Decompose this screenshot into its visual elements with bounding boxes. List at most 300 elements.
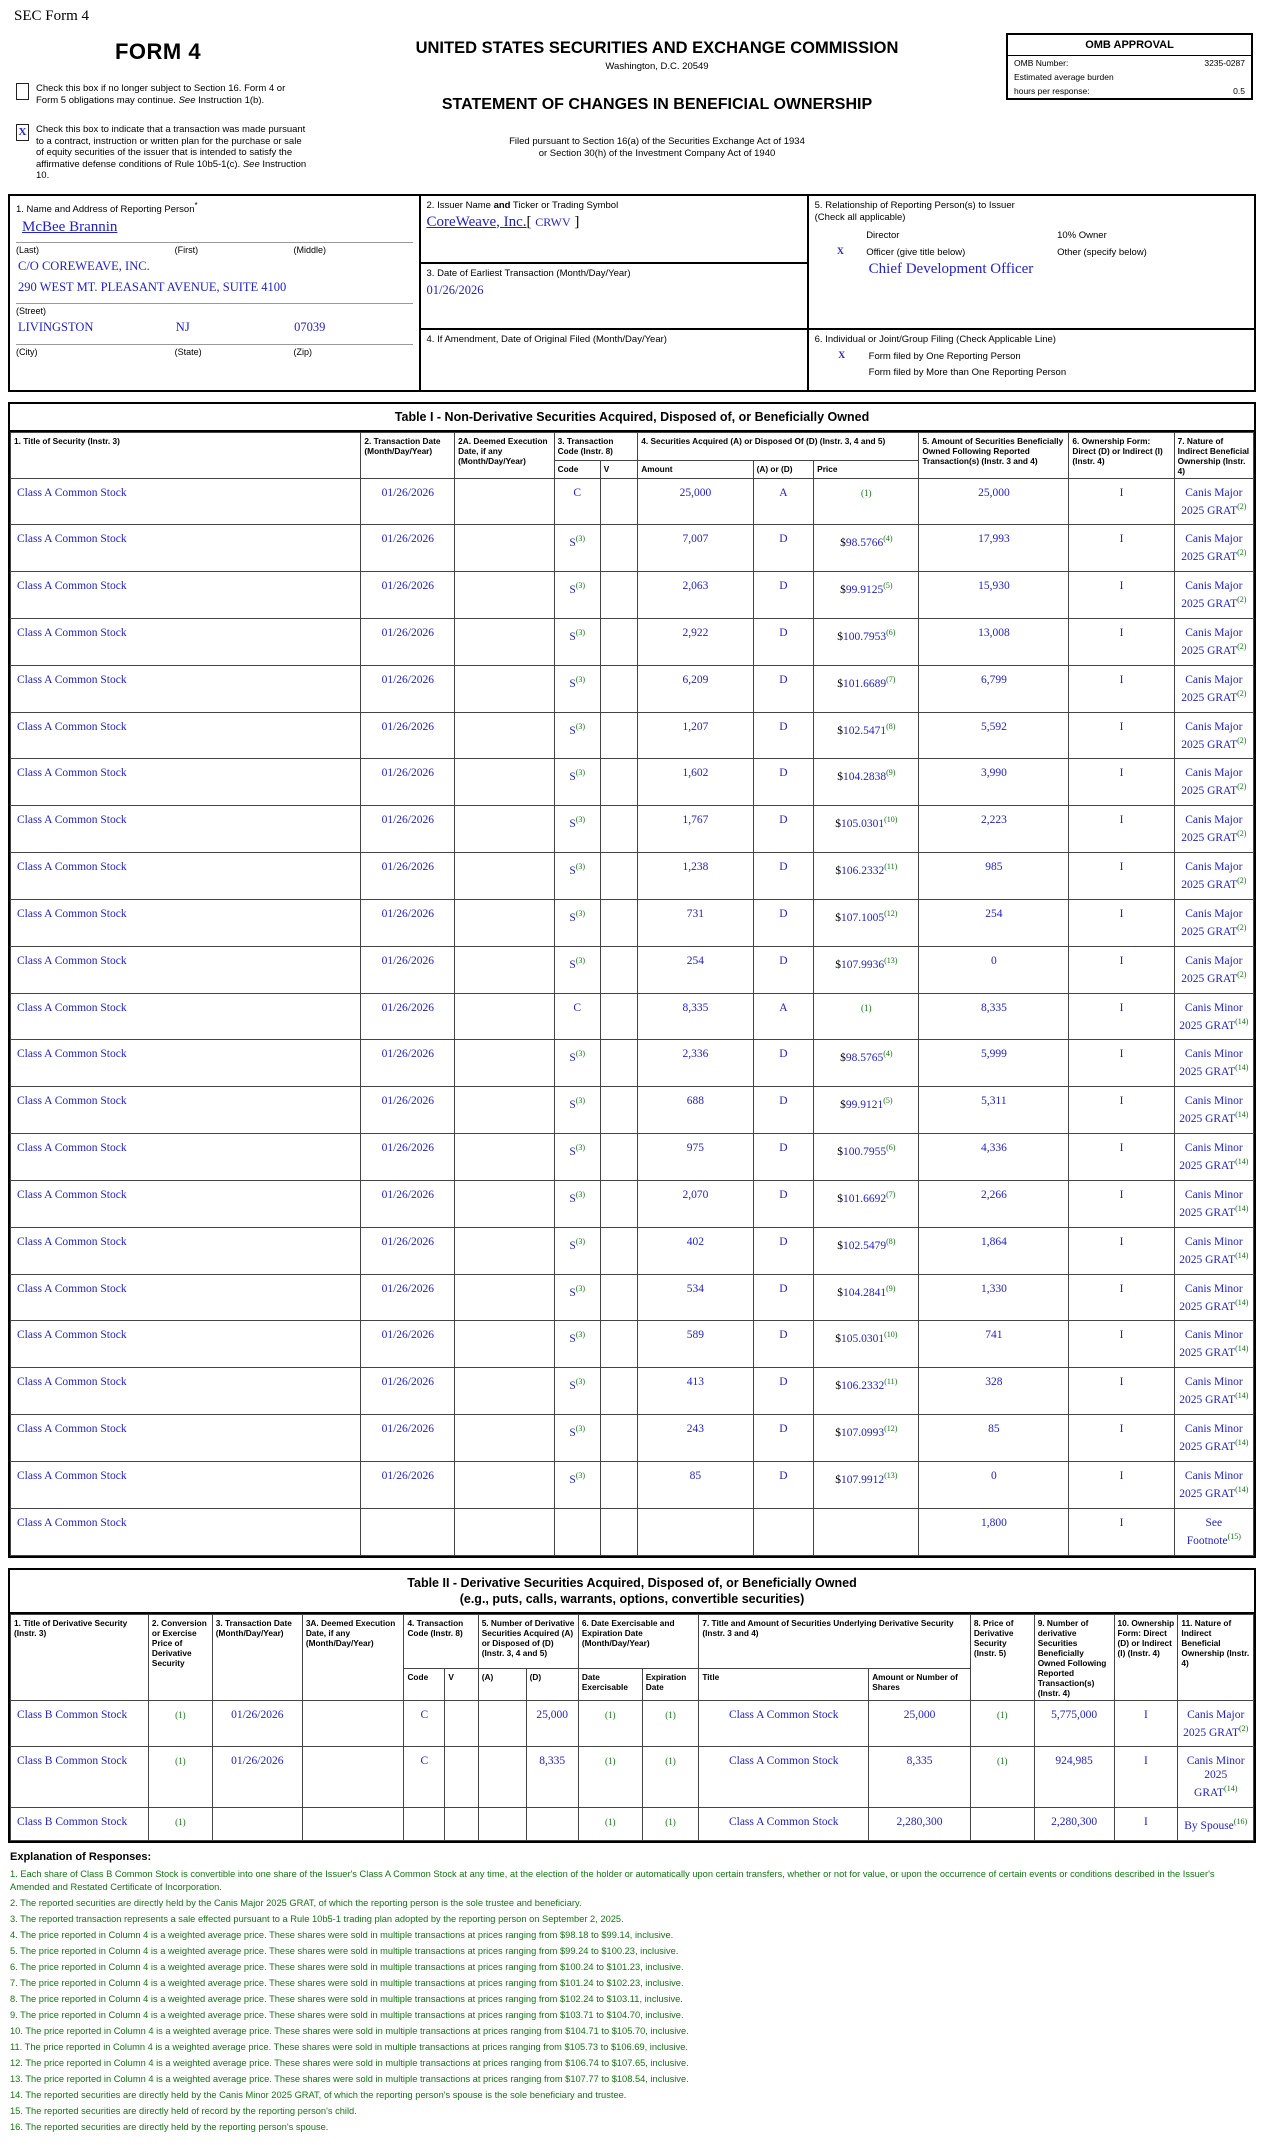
cell-transaction-date: 01/26/2026: [212, 1700, 302, 1747]
cell-transaction-date: 01/26/2026: [361, 1321, 455, 1368]
cell-nature-indirect: Canis Major 2025 GRAT$^{(2)}$: [1174, 806, 1253, 853]
cell-transaction-date: [361, 1508, 455, 1555]
cell-price: $107.9936$^{(13)}$: [814, 946, 919, 993]
cell-acquired-disposed: D: [753, 712, 814, 759]
officer-checkmark[interactable]: X: [836, 246, 844, 257]
cell-price: $107.1005$^{(12)}$: [814, 899, 919, 946]
cell-deemed-date: [455, 1415, 555, 1462]
relationship-row-officer[interactable]: [815, 241, 1248, 258]
cell-deemed-date: [455, 1087, 555, 1134]
cell-v: [600, 1415, 637, 1462]
cell-ownership-form: I: [1069, 1274, 1174, 1321]
cell-transaction-date: 01/26/2026: [361, 665, 455, 712]
cell-amount: 6,209: [638, 665, 753, 712]
cell-v: [445, 1700, 478, 1747]
table-row: [11, 1368, 1254, 1415]
cell-owned-following: 985: [919, 853, 1069, 900]
cell-price: $104.2838$^{(9)}$: [814, 759, 919, 806]
cell-acquired-disposed: D: [753, 1087, 814, 1134]
footnote-item: 13. The price reported in Column 4 is a weighted average price. These shares were sold in multiple transactions at prices ranging from $107.77 to $108.54, inclusive.: [10, 2074, 689, 2085]
cell-ownership-form: I: [1069, 525, 1174, 572]
divider-city: [16, 344, 413, 345]
cell-deemed-date: [455, 993, 555, 1040]
cell-owned-following: 1,864: [919, 1227, 1069, 1274]
cell-security-title: Class A Common Stock: [11, 1087, 361, 1134]
footnote-item: 11. The price reported in Column 4 is a weighted average price. These shares were sold in multiple transactions at prices ranging from $105.73 to $106.69, inclusive.: [10, 2042, 689, 2053]
omb-number-value: 3235-0287: [1204, 58, 1245, 68]
cell-amount: 1,767: [638, 806, 753, 853]
agency-address: Washington, D.C. 20549: [605, 61, 709, 72]
cell-nature-indirect: Canis Minor 2025 GRAT$^{(14)}$: [1174, 1461, 1253, 1508]
cell-security-title: Class A Common Stock: [11, 572, 361, 619]
cell-amount: [638, 1508, 753, 1555]
cell-conversion-price: (1): [148, 1808, 212, 1841]
cell-underlying-title: Class A Common Stock: [699, 1700, 869, 1747]
cell-ownership-form: I: [1069, 572, 1174, 619]
cell-underlying-amount: 8,335: [869, 1747, 971, 1808]
table-row: [11, 993, 1254, 1040]
cell-expiration-date: (1): [642, 1747, 699, 1808]
cell-security-title: Class A Common Stock: [11, 712, 361, 759]
cell-price: $99.9125$^{(5)}$: [814, 572, 919, 619]
cell-acquired-disposed: D: [753, 618, 814, 665]
checkbox-section16[interactable]: [16, 83, 29, 100]
cell-derivative-owned: 924,985: [1034, 1747, 1114, 1808]
box3-label: 3. Date of Earliest Transaction (Month/Day/Year): [426, 267, 631, 279]
cell-transaction-code: $S^{(3)}$: [554, 1180, 600, 1227]
table-row: [11, 618, 1254, 665]
cell-owned-following: 15,930: [919, 572, 1069, 619]
cell-nature-indirect: Canis Minor 2025 GRAT$^{(14)}$: [1174, 1415, 1253, 1462]
cell-transaction-date: 01/26/2026: [361, 618, 455, 665]
cell-owned-following: 254: [919, 899, 1069, 946]
cell-transaction-date: 01/26/2026: [361, 1227, 455, 1274]
cell-transaction-date: 01/26/2026: [361, 993, 455, 1040]
relationship-row-director[interactable]: [815, 224, 1248, 241]
cell-ownership-form: I: [1069, 1227, 1174, 1274]
th2-nature-indirect: 11. Nature of Indirect Beneficial Ownership (Instr. 4): [1178, 1614, 1254, 1700]
cell-nature-indirect: Canis Minor 2025 GRAT$^{(14)}$: [1174, 1087, 1253, 1134]
cell-security-title: Class A Common Stock: [11, 853, 361, 900]
cell-amount: 589: [638, 1321, 753, 1368]
footnote-list: [8, 1868, 1256, 2137]
cell-transaction-date: 01/26/2026: [361, 1134, 455, 1181]
th2-date-exercisable: 6. Date Exercisable and Expiration Date (Month/Day/Year): [578, 1614, 698, 1669]
cell-transaction-date: 01/26/2026: [361, 899, 455, 946]
cell-acquired-disposed: D: [753, 1180, 814, 1227]
cell-price: $101.6689$^{(7)}$: [814, 665, 919, 712]
table-row: [11, 1134, 1254, 1181]
cell-transaction-date: [212, 1808, 302, 1841]
table-row: [11, 806, 1254, 853]
cell-v: [600, 1040, 637, 1087]
cell-transaction-date: 01/26/2026: [361, 572, 455, 619]
table-row: [11, 572, 1254, 619]
table-2-grid: [10, 1614, 1254, 1841]
cell-security-title: Class A Common Stock: [11, 665, 361, 712]
cell-nature-indirect: Canis Major 2025 GRAT$^{(2)}$: [1174, 618, 1253, 665]
box6-label: 6. Individual or Joint/Group Filing (Check Applicable Line): [814, 333, 1056, 345]
cell-owned-following: 85: [919, 1415, 1069, 1462]
table-row: [11, 1274, 1254, 1321]
cell-acquired-disposed: A: [753, 993, 814, 1040]
cell-amount: 731: [638, 899, 753, 946]
cell-acquired: [478, 1747, 526, 1808]
filed-pursuant-line2: or Section 30(h) of the Investment Company Act of 1940: [538, 148, 776, 159]
cell-transaction-code: C: [404, 1700, 445, 1747]
table-row: [11, 1461, 1254, 1508]
cell-deemed-date: [455, 712, 555, 759]
th-transaction-date: 2. Transaction Date (Month/Day/Year): [361, 432, 455, 478]
cell-ownership-form: I: [1069, 1180, 1174, 1227]
tenpct-owner-label: 10% Owner: [1057, 229, 1107, 241]
footnote-item: 3. The reported transaction represents a sale effected pursuant to a Rule 10b5-1 trading plan adopted by the reporting person on September 2, 2025.: [10, 1914, 624, 1925]
cell-acquired-disposed: D: [753, 1134, 814, 1181]
cell-ownership-form: I: [1069, 1040, 1174, 1087]
table-row: [11, 946, 1254, 993]
cell-transaction-code: [404, 1808, 445, 1841]
cell-deemed-date: [455, 1274, 555, 1321]
cell-transaction-date: 01/26/2026: [361, 946, 455, 993]
checkbox-row-section16[interactable]: [8, 83, 308, 106]
checkbox-row-rule10b5-1[interactable]: [8, 124, 308, 182]
th2-conversion-price: 2. Conversion or Exercise Price of Derivative Security: [148, 1614, 212, 1700]
th2-underlying-securities: 7. Title and Amount of Securities Underlying Derivative Security (Instr. 3 and 4): [699, 1614, 970, 1669]
footnote-item: 9. The price reported in Column 4 is a weighted average price. These shares were sold in multiple transactions at prices ranging from $103.71 to $104.70, inclusive.: [10, 2010, 684, 2021]
cell-transaction-code: $S^{(3)}$: [554, 1227, 600, 1274]
reporting-info-grid: [8, 194, 1256, 392]
table-row: [11, 853, 1254, 900]
cell-expiration-date: (1): [642, 1700, 699, 1747]
box2-label-c: Ticker or Trading Symbol: [510, 199, 619, 211]
label-first: (First): [174, 244, 199, 255]
cell-underlying-title: Class A Common Stock: [699, 1808, 869, 1841]
cell-amount: 413: [638, 1368, 753, 1415]
cell-owned-following: 5,311: [919, 1087, 1069, 1134]
cell-date-exercisable: (1): [578, 1700, 642, 1747]
cell-transaction-code: $S^{(3)}$: [554, 946, 600, 993]
box5-label-line1: 5. Relationship of Reporting Person(s) to Issuer: [814, 199, 1015, 211]
cell-v: [600, 1508, 637, 1555]
cell-nature-indirect: Canis Minor 2025 GRAT$^{(14)}$: [1174, 1134, 1253, 1181]
th2-price-derivative: 8. Price of Derivative Security (Instr. 5): [970, 1614, 1034, 1700]
cell-transaction-date: 01/26/2026: [361, 712, 455, 759]
table-row: [11, 1700, 1254, 1747]
cell-v: [600, 759, 637, 806]
table-2-head: [11, 1614, 1254, 1700]
cell-price: $105.0301$^{(10)}$: [814, 1321, 919, 1368]
table-2-caption-line1: Table II - Derivative Securities Acquired, Disposed of, or Beneficially Owned: [407, 1575, 857, 1590]
cell-ownership-form: I: [1069, 1415, 1174, 1462]
cell-v: [600, 712, 637, 759]
issuer-name-link[interactable]: CoreWeave, Inc.: [426, 213, 527, 230]
middle-column: [421, 196, 809, 390]
cell-transaction-code: C: [554, 478, 600, 525]
cell-security-title: Class A Common Stock: [11, 1180, 361, 1227]
cell-price: $100.7953$^{(6)}$: [814, 618, 919, 665]
cell-price: (1): [814, 478, 919, 525]
label-city: (City): [16, 346, 38, 357]
cell-transaction-code: $S^{(3)}$: [554, 572, 600, 619]
cell-amount: 1,238: [638, 853, 753, 900]
ticker-symbol: CRWV: [535, 214, 571, 229]
table-row: [11, 1180, 1254, 1227]
cell-nature-indirect: By Spouse$^{(16)}$: [1178, 1808, 1254, 1841]
table-2-caption: [10, 1570, 1254, 1614]
cell-amount: 243: [638, 1415, 753, 1462]
footnote-item: 10. The price reported in Column 4 is a weighted average price. These shares were sold in multiple transactions at prices ranging from $104.71 to $105.70, inclusive.: [10, 2026, 689, 2037]
table-row: [11, 1808, 1254, 1841]
document-header: [8, 25, 1256, 182]
label-street: (Street): [16, 305, 47, 316]
cell-date-exercisable: (1): [578, 1808, 642, 1841]
th2-d: (D): [526, 1669, 578, 1700]
footnote-item: 2. The reported securities are directly held by the Canis Major 2025 GRAT, of which the reporting person is the sole trustee and beneficiary.: [10, 1898, 582, 1909]
cell-ownership-form: I: [1069, 1461, 1174, 1508]
cell-ownership-form: I: [1069, 806, 1174, 853]
checkbox-rule10b5-1[interactable]: X: [16, 124, 29, 141]
cell-nature-indirect: Canis Major 2025 GRAT$^{(2)}$: [1174, 899, 1253, 946]
cell-v: [600, 1134, 637, 1181]
cell-owned-following: 4,336: [919, 1134, 1069, 1181]
cell-deemed-date: [455, 1368, 555, 1415]
footnote-item: 6. The price reported in Column 4 is a weighted average price. These shares were sold in multiple transactions at prices ranging from $100.24 to $101.23, inclusive.: [10, 1962, 684, 1973]
cell-security-title: Class A Common Stock: [11, 478, 361, 525]
cell-transaction-code: $S^{(3)}$: [554, 1415, 600, 1462]
omb-hours-label: hours per response:: [1014, 86, 1090, 96]
cell-derivative-owned: 5,775,000: [1034, 1700, 1114, 1747]
cell-derivative-price: [970, 1808, 1034, 1841]
cell-nature-indirect: Canis Major 2025 GRAT$^{(2)}$: [1174, 665, 1253, 712]
cell-acquired-disposed: D: [753, 1368, 814, 1415]
filing-row-many[interactable]: [815, 362, 1248, 378]
state-value: NJ: [175, 319, 190, 334]
cell-security-title: Class A Common Stock: [11, 1368, 361, 1415]
cell-owned-following: 5,999: [919, 1040, 1069, 1087]
cell-transaction-code: [554, 1508, 600, 1555]
cell-transaction-date: 01/26/2026: [361, 1274, 455, 1321]
th-v: V: [600, 460, 637, 478]
footnote-item: 16. The reported securities are directly held by the reporting person's spouse.: [10, 2122, 329, 2133]
cell-price: $98.5766$^{(4)}$: [814, 525, 919, 572]
cell-deemed-date: [455, 946, 555, 993]
cell-acquired-disposed: D: [753, 946, 814, 993]
table-1-body: [11, 478, 1254, 1555]
label-last: (Last): [16, 244, 40, 255]
cell-conversion-price: (1): [148, 1700, 212, 1747]
footnote-item: 5. The price reported in Column 4 is a weighted average price. These shares were sold in multiple transactions at prices ranging from $99.24 to $100.23, inclusive.: [10, 1946, 679, 1957]
cell-transaction-date: 01/26/2026: [361, 478, 455, 525]
divider-street: [16, 303, 413, 304]
issuer-name-row: [427, 212, 801, 231]
cell-date-exercisable: (1): [578, 1747, 642, 1808]
th-securities-acquired: 4. Securities Acquired (A) or Disposed Of (D) (Instr. 3, 4 and 5): [638, 432, 919, 460]
header-left: [8, 25, 308, 182]
table-row: [11, 1747, 1254, 1808]
one-person-checkmark[interactable]: X: [838, 350, 846, 361]
table-row: [11, 1508, 1254, 1555]
footnote-item: 14. The reported securities are directly held by the Canis Minor 2025 GRAT, of which the reporting person's spouse is the sole beneficiary and trustee.: [10, 2090, 627, 2101]
cell-amount: 1,207: [638, 712, 753, 759]
cell-deemed-date: [455, 1227, 555, 1274]
cell-deemed-date: [455, 1180, 555, 1227]
cell-acquired: [478, 1808, 526, 1841]
table-row: [11, 712, 1254, 759]
cell-amount: 254: [638, 946, 753, 993]
cell-price: $106.2332$^{(11)}$: [814, 1368, 919, 1415]
cell-amount: 2,070: [638, 1180, 753, 1227]
cell-transaction-date: 01/26/2026: [361, 1461, 455, 1508]
cell-deemed-date: [455, 665, 555, 712]
many-persons-checkmark[interactable]: [815, 367, 869, 378]
zip-value: 07039: [294, 319, 326, 334]
cell-owned-following: 0: [919, 1461, 1069, 1508]
cell-security-title: Class A Common Stock: [11, 899, 361, 946]
box-4-amendment-date: [421, 330, 807, 390]
cell-nature-indirect: Canis Major 2025 GRAT$^{(2)}$: [1174, 525, 1253, 572]
footnote-item: 15. The reported securities are directly held of record by the reporting person's child.: [10, 2106, 357, 2117]
cell-amount: 25,000: [638, 478, 753, 525]
cell-acquired-disposed: D: [753, 806, 814, 853]
table-2-derivative: [8, 1568, 1256, 1843]
box2-label: [427, 200, 801, 212]
director-checkmark[interactable]: [815, 230, 867, 241]
th-a-or-d: (A) or (D): [753, 460, 814, 478]
label-middle: (Middle): [293, 244, 327, 255]
table-2-header-row-1: [11, 1614, 1254, 1669]
cell-owned-following: 8,335: [919, 993, 1069, 1040]
cell-ownership-form: I: [1114, 1808, 1178, 1841]
cell-amount: 1,602: [638, 759, 753, 806]
reporting-person-name-link[interactable]: McBee Brannin: [22, 218, 118, 235]
cell-security-title: Class A Common Stock: [11, 759, 361, 806]
box1-label: 1. Name and Address of Reporting Person*: [16, 200, 198, 215]
label-state: (State): [174, 346, 202, 357]
cell-v: [600, 1087, 637, 1134]
director-label: Director: [866, 229, 900, 241]
cell-v: [445, 1808, 478, 1841]
cell-deemed-date: [455, 478, 555, 525]
footnote-item: 12. The price reported in Column 4 is a weighted average price. These shares were sold in multiple transactions at prices ranging from $106.74 to $107.65, inclusive.: [10, 2058, 689, 2069]
cell-acquired-disposed: D: [753, 1415, 814, 1462]
th2-exp-date: Expiration Date: [642, 1669, 699, 1700]
cell-expiration-date: (1): [642, 1808, 699, 1841]
cell-deemed-date: [455, 525, 555, 572]
th2-v: V: [445, 1669, 478, 1700]
cell-nature-indirect: Canis Minor 2025 GRAT$^{(14)}$: [1174, 1321, 1253, 1368]
cell-acquired-disposed: D: [753, 1227, 814, 1274]
cell-v: [600, 853, 637, 900]
cell-ownership-form: I: [1069, 712, 1174, 759]
cell-amount: 534: [638, 1274, 753, 1321]
cell-transaction-code: $S^{(3)}$: [554, 1321, 600, 1368]
th-transaction-code: 3. Transaction Code (Instr. 8): [554, 432, 638, 460]
cell-conversion-price: (1): [148, 1747, 212, 1808]
table-row: [11, 478, 1254, 525]
th2-number-derivative: 5. Number of Derivative Securities Acquired (A) or Disposed of (D) (Instr. 3, 4 and 5): [478, 1614, 578, 1669]
cell-underlying-amount: 25,000: [869, 1700, 971, 1747]
cell-acquired-disposed: D: [753, 853, 814, 900]
cell-amount: 402: [638, 1227, 753, 1274]
explanation-title: Explanation of Responses:: [10, 1851, 152, 1864]
filing-row-one[interactable]: [815, 346, 1248, 362]
divider-name: [16, 242, 413, 243]
footnote-item: 8. The price reported in Column 4 is a weighted average price. These shares were sold in multiple transactions at prices ranging from $102.24 to $103.11, inclusive.: [10, 1994, 683, 2005]
cell-v: [600, 1368, 637, 1415]
street-sublabel: [16, 306, 413, 316]
cell-deemed-date: [455, 618, 555, 665]
table-2-body: [11, 1700, 1254, 1840]
table-row: [11, 665, 1254, 712]
cell-deemed-date: [455, 1321, 555, 1368]
cell-amount: 2,922: [638, 618, 753, 665]
table-row: [11, 899, 1254, 946]
cell-acquired-disposed: D: [753, 525, 814, 572]
cell-v: [600, 525, 637, 572]
header-center: [308, 25, 1006, 159]
th-code: Code: [554, 460, 600, 478]
cell-ownership-form: I: [1069, 946, 1174, 993]
cell-transaction-code: $S^{(3)}$: [554, 1040, 600, 1087]
box2-label-b: and: [493, 199, 511, 211]
cell-deemed-date: [455, 1040, 555, 1087]
cell-nature-indirect: Canis Major 2025 GRAT$^{(2)}$: [1174, 712, 1253, 759]
officer-title-value: Chief Development Officer: [868, 260, 1034, 277]
cell-price: $106.2332$^{(11)}$: [814, 853, 919, 900]
cell-ownership-form: I: [1069, 1321, 1174, 1368]
cell-v: [600, 1461, 637, 1508]
th-price: Price: [814, 460, 919, 478]
one-person-label: Form filed by One Reporting Person: [868, 350, 1021, 362]
cell-nature-indirect: Canis Minor 2025 GRAT$^{(14)}$: [1174, 1274, 1253, 1321]
cell-price: $102.5479$^{(8)}$: [814, 1227, 919, 1274]
cell-owned-following: 17,993: [919, 525, 1069, 572]
cell-derivative-title: Class B Common Stock: [11, 1700, 149, 1747]
cell-price: $105.0301$^{(10)}$: [814, 806, 919, 853]
cell-transaction-code: C: [554, 993, 600, 1040]
box4-value: [427, 346, 801, 349]
cell-acquired-disposed: D: [753, 1040, 814, 1087]
cell-owned-following: 6,799: [919, 665, 1069, 712]
cell-v: [600, 1227, 637, 1274]
cell-acquired: [478, 1700, 526, 1747]
city-sublabels: [16, 347, 413, 357]
cell-price: [814, 1508, 919, 1555]
cell-nature-indirect: Canis Minor 2025 GRAT$^{(14)}$: [1174, 1180, 1253, 1227]
sec-form-label: SEC Form 4: [14, 8, 90, 24]
name-sublabels: [16, 245, 413, 255]
table-row: [11, 1227, 1254, 1274]
cell-price: $104.2841$^{(9)}$: [814, 1274, 919, 1321]
th2-title-derivative: 1. Title of Derivative Security (Instr. 3): [11, 1614, 149, 1700]
cell-amount: 7,007: [638, 525, 753, 572]
cell-nature-indirect: Canis Minor 2025 GRAT$^{(14)}$: [1174, 1227, 1253, 1274]
th2-number-owned: 9. Number of derivative Securities Beneficially Owned Following Reported Transaction(s) (Instr. 4): [1034, 1614, 1114, 1700]
cell-deemed-date: [455, 759, 555, 806]
cell-ownership-form: I: [1114, 1747, 1178, 1808]
table-1-header-row-1: [11, 432, 1254, 460]
cell-nature-indirect: Canis Major 2025 GRAT$^{(2)}$: [1174, 853, 1253, 900]
cell-amount: 975: [638, 1134, 753, 1181]
cell-transaction-code: C: [404, 1747, 445, 1808]
cell-transaction-date: 01/26/2026: [361, 1415, 455, 1462]
box-5-relationship: [809, 196, 1254, 330]
cell-amount: 8,335: [638, 993, 753, 1040]
box2-label-a: 2. Issuer Name: [426, 199, 494, 211]
cell-amount: 2,336: [638, 1040, 753, 1087]
cell-acquired-disposed: D: [753, 1274, 814, 1321]
cell-v: [600, 572, 637, 619]
